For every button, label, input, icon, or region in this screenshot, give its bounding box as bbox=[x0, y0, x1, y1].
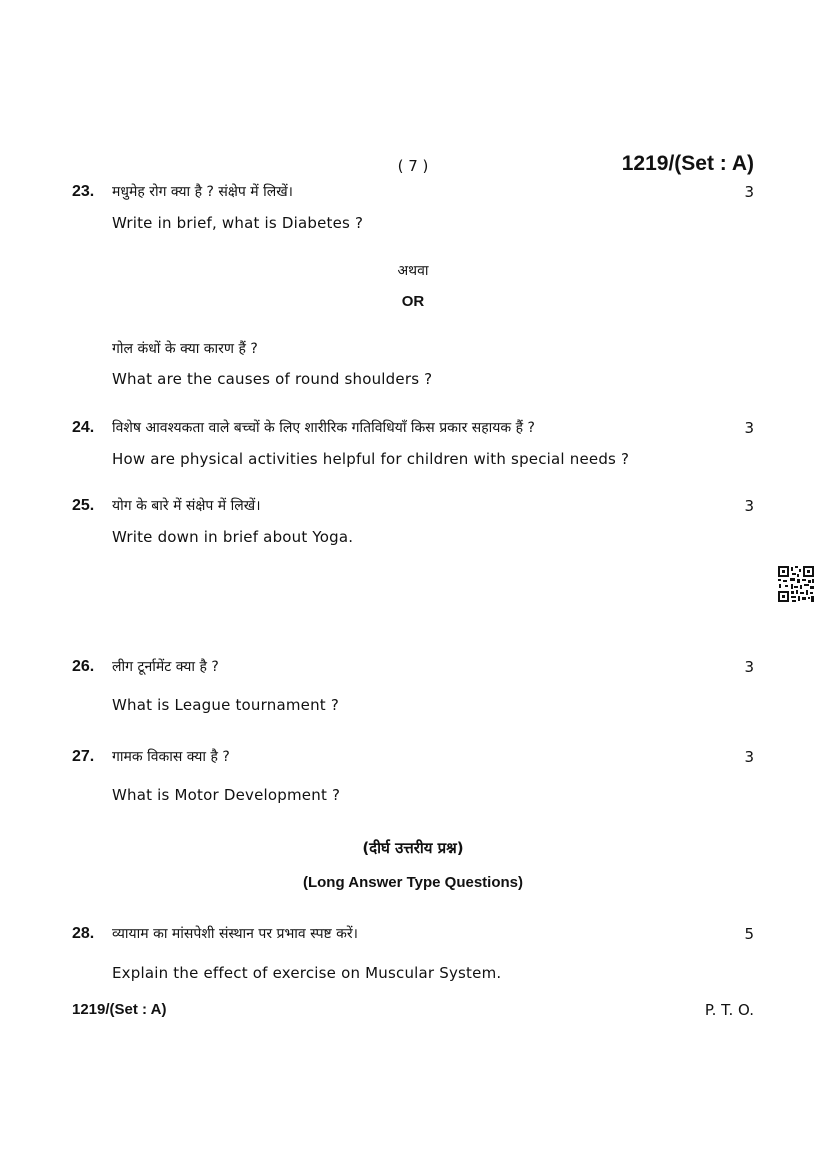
question-marks: 3 bbox=[744, 497, 754, 515]
question-text-hindi: व्यायाम का मांसपेशी संस्थान पर प्रभाव स्पष्ट करें। bbox=[112, 926, 358, 942]
question-text-english: Explain the effect of exercise on Muscular System. bbox=[112, 964, 502, 982]
question-text-english: How are physical activities helpful for children with special needs ? bbox=[112, 450, 630, 468]
alternative-question-english: What are the causes of round shoulders ? bbox=[112, 370, 433, 388]
question-text-english: Write in brief, what is Diabetes ? bbox=[112, 214, 364, 232]
question-text-english: What is Motor Development ? bbox=[112, 786, 341, 804]
question-number: 27. bbox=[72, 748, 95, 765]
question-number: 26. bbox=[72, 658, 95, 675]
question-text-hindi: विशेष आवश्यकता वाले बच्चों के लिए शारीरिक गतिविधियाँ किस प्रकार सहायक हैं ? bbox=[112, 420, 535, 436]
set-code-footer: 1219/(Set : A) bbox=[72, 1001, 167, 1018]
question-marks: 3 bbox=[744, 748, 754, 766]
section-heading-english: (Long Answer Type Questions) bbox=[302, 874, 523, 891]
question-marks: 5 bbox=[744, 925, 754, 943]
section-heading-hindi: (दीर्घ उत्तरीय प्रश्न) bbox=[362, 839, 464, 857]
question-text-english: What is League tournament ? bbox=[112, 696, 339, 714]
set-code-header: 1219/(Set : A) bbox=[621, 152, 754, 175]
or-label-english: OR bbox=[401, 293, 425, 310]
question-number: 25. bbox=[72, 497, 95, 514]
question-text-hindi: मधुमेह रोग क्या है ? संक्षेप में लिखें। bbox=[112, 184, 293, 200]
question-text-hindi: लीग टूर्नामेंट क्या है ? bbox=[112, 659, 219, 675]
question-text-english: Write down in brief about Yoga. bbox=[112, 528, 354, 546]
question-number: 28. bbox=[72, 925, 95, 942]
question-text-hindi: योग के बारे में संक्षेप में लिखें। bbox=[112, 498, 261, 514]
question-marks: 3 bbox=[744, 419, 754, 437]
question-marks: 3 bbox=[744, 183, 754, 201]
qr-code-icon bbox=[777, 565, 815, 603]
question-number: 24. bbox=[72, 419, 95, 436]
or-label-hindi: अथवा bbox=[397, 263, 429, 279]
page-number: ( 7 ) bbox=[397, 157, 429, 175]
alternative-question-hindi: गोल कंधों के क्या कारण हैं ? bbox=[112, 341, 258, 357]
please-turn-over: P. T. O. bbox=[704, 1001, 754, 1019]
question-number: 23. bbox=[72, 183, 95, 200]
question-text-hindi: गामक विकास क्या है ? bbox=[112, 749, 230, 765]
question-marks: 3 bbox=[744, 658, 754, 676]
